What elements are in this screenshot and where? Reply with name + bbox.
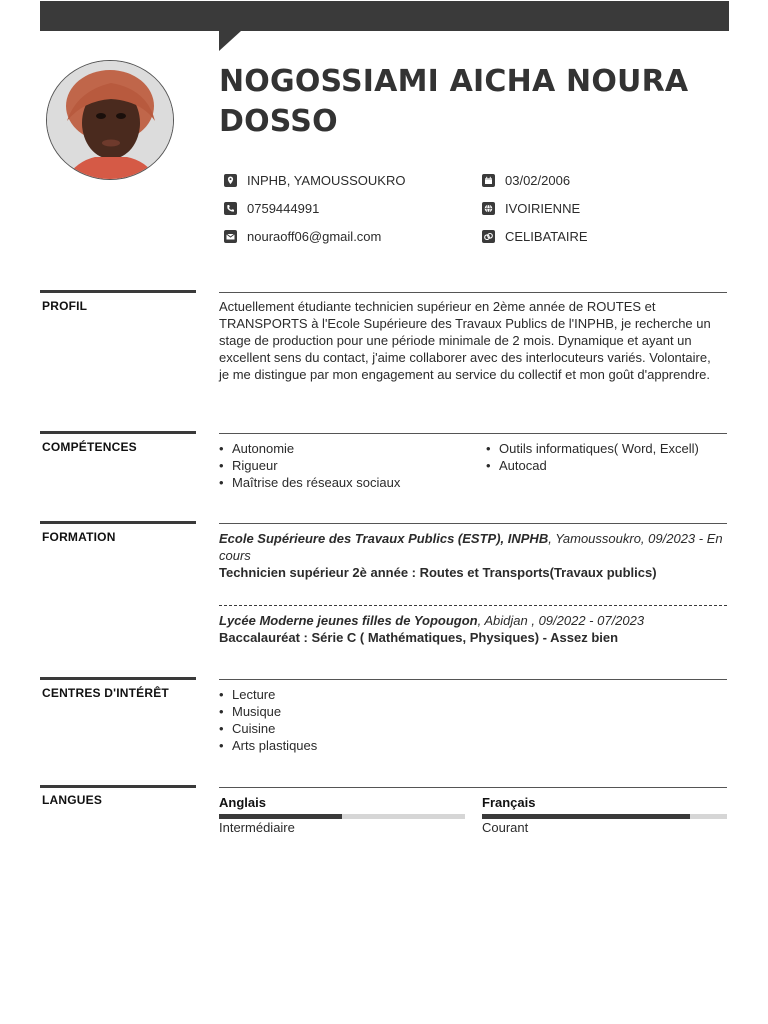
header-notch <box>219 31 241 51</box>
language-name-francais: Français <box>482 795 536 810</box>
list-item: • Outils informatiques( Word, Excell) <box>486 440 699 457</box>
contact-phone-text: 0759444991 <box>247 201 320 216</box>
formation-tab <box>40 521 196 524</box>
formation-place: , Yamoussoukro, 09/2023 - En cours <box>219 531 723 563</box>
contact-phone <box>224 201 319 216</box>
contact-email-text: nouraoff06@gmail.com <box>247 229 382 244</box>
calendar-icon <box>482 174 495 187</box>
list-item: • Autonomie <box>219 440 400 457</box>
full-name <box>219 62 739 142</box>
competences-rule <box>219 433 727 434</box>
formation-degree: Technicien supérieur 2è année : Routes et Transports(Travaux publics) <box>219 565 657 580</box>
list-item: • Lecture <box>219 686 317 703</box>
competences-list-left <box>219 440 400 491</box>
formation-place: , Abidjan , 09/2022 - 07/2023 <box>477 613 645 628</box>
header-bar <box>40 1 729 31</box>
contact-nationality <box>482 201 580 216</box>
language-name-anglais: Anglais <box>219 795 266 810</box>
competences-tab <box>40 431 196 434</box>
language-level-francais: Courant <box>482 820 529 835</box>
competences-list-right <box>486 440 699 474</box>
profil-rule <box>219 292 727 293</box>
language-level-anglais: Intermédiaire <box>219 820 295 835</box>
list-item: • Arts plastiques <box>219 737 317 754</box>
interets-rule <box>219 679 727 680</box>
formation-item-1 <box>219 530 724 581</box>
competences-title: COMPÉTENCES <box>42 440 137 454</box>
contact-status-text: CELIBATAIRE <box>505 229 588 244</box>
formation-school: Lycée Moderne jeunes filles de Yopougon <box>219 613 478 628</box>
formation-rule <box>219 523 727 524</box>
list-item: • Autocad <box>486 457 699 474</box>
envelope-icon <box>224 230 237 243</box>
language-bar-fill <box>482 814 690 819</box>
location-pin-icon <box>224 174 237 187</box>
contact-nationality-text: IVOIRIENNE <box>505 201 581 216</box>
contact-address <box>224 173 405 188</box>
contact-birthdate-text: 03/02/2006 <box>505 173 571 188</box>
avatar <box>46 60 174 180</box>
name-line-1: NOGOSSIAMI AICHA NOURA <box>219 64 689 99</box>
list-item: • Cuisine <box>219 720 317 737</box>
globe-icon <box>482 202 495 215</box>
interets-tab <box>40 677 196 680</box>
interets-list <box>219 686 317 754</box>
interets-title: CENTRES D'INTÉRÊT <box>42 686 169 700</box>
list-item: • Rigueur <box>219 457 400 474</box>
rings-icon <box>482 230 495 243</box>
profil-tab <box>40 290 196 293</box>
formation-title: FORMATION <box>42 530 116 544</box>
langues-tab <box>40 785 196 788</box>
contact-status <box>482 229 588 244</box>
language-bar-anglais <box>219 814 465 819</box>
contact-birthdate <box>482 173 570 188</box>
list-item: • Musique <box>219 703 317 720</box>
name-line-2: DOSSO <box>219 104 338 139</box>
list-item: • Maîtrise des réseaux sociaux <box>219 474 400 491</box>
language-bar-fill <box>219 814 342 819</box>
formation-divider <box>219 605 727 606</box>
langues-title: LANGUES <box>42 793 103 807</box>
phone-icon <box>224 202 237 215</box>
language-bar-francais <box>482 814 727 819</box>
contact-address-text: INPHB, YAMOUSSOUKRO <box>247 173 406 188</box>
formation-degree: Baccalauréat : Série C ( Mathématiques, Physiques) - Assez bien <box>219 630 619 645</box>
formation-item-2 <box>219 612 724 646</box>
profil-text: Actuellement étudiante technicien supérieur en 2ème année de ROUTES et TRANSPORTS à l'Ecole Supérieure des Travaux Publics de l'INPHB, je recherche un stage de production pour une période minimale de 2 mois. Dynamique et ayant un excellent sens du contact, j'aime collaborer avec des interlocuteurs variés. Volontaire, je me distingue par mon engagement au service du collectif et mon goût d'apprendre. <box>219 299 711 382</box>
contact-email <box>224 229 381 244</box>
formation-school: Ecole Supérieure des Travaux Publics (ESTP), INPHB <box>219 531 549 546</box>
langues-rule <box>219 787 727 788</box>
profil-title: PROFIL <box>42 299 88 313</box>
